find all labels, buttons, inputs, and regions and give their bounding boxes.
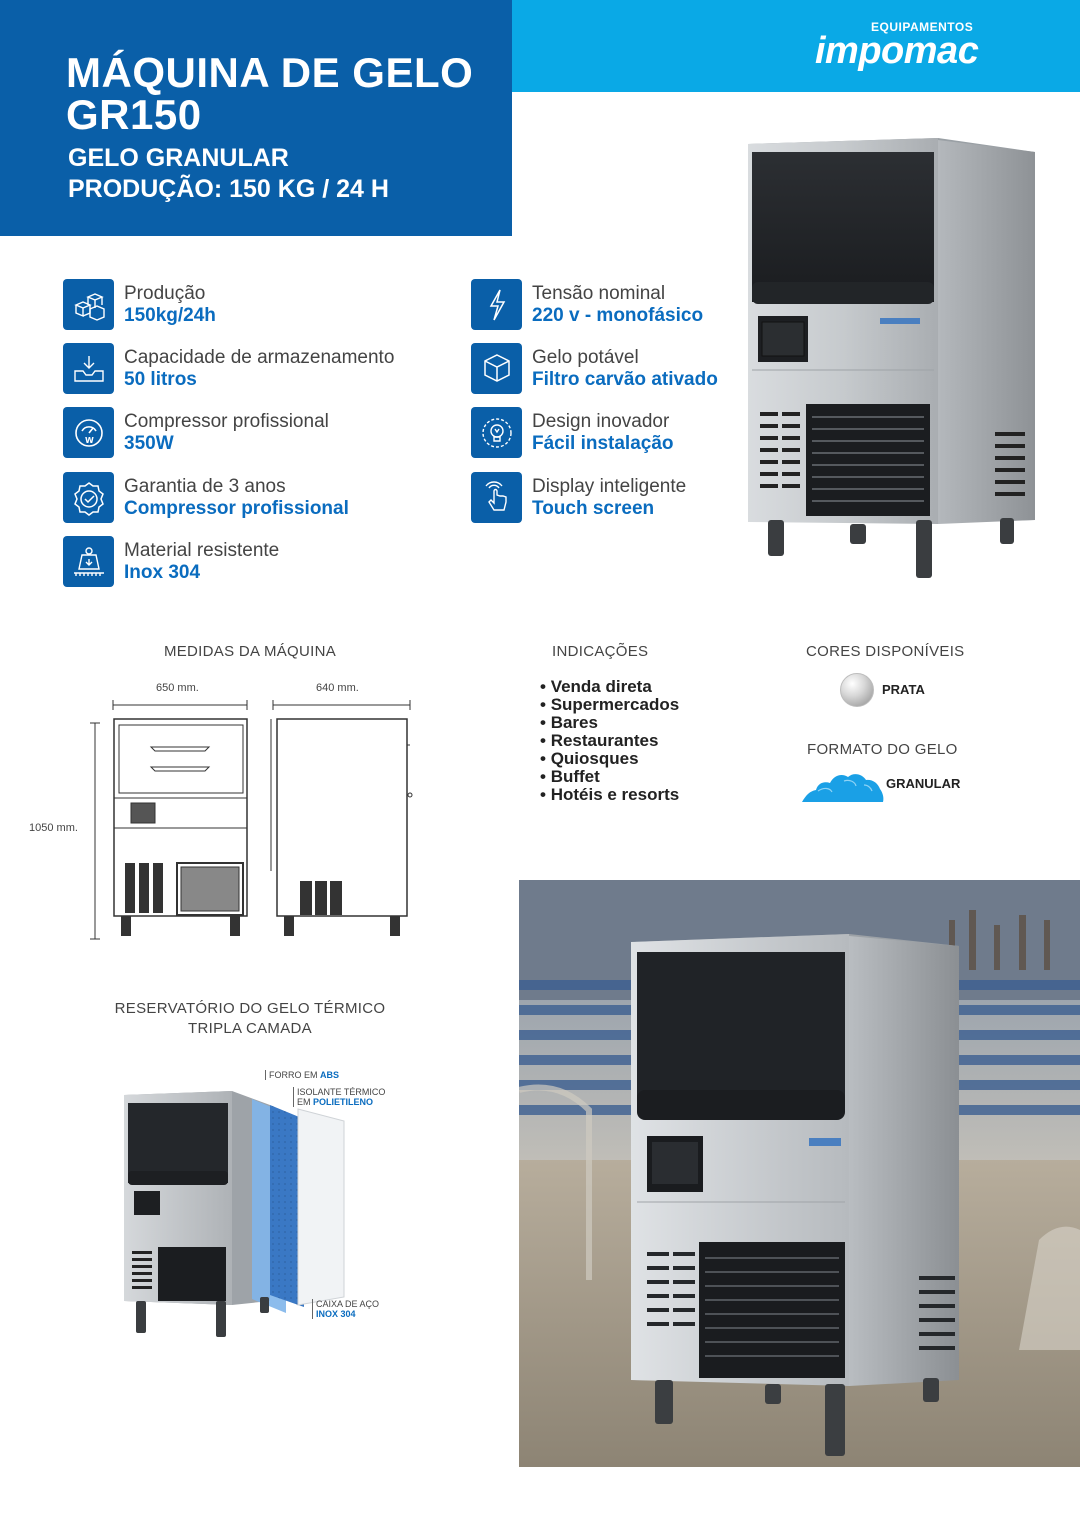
hero-product-image [740, 132, 1040, 582]
brand-logo [815, 20, 979, 72]
svg-text:W: W [84, 435, 94, 445]
dimensions-title: MEDIDAS DA MÁQUINA [163, 643, 337, 660]
feature-producao [63, 279, 216, 330]
feature-label: Compressor profissional [124, 410, 329, 432]
lightbulb-gear-icon [471, 407, 522, 458]
indications-title: INDICAÇÕES [552, 643, 649, 660]
list-item: • Bares [540, 714, 679, 732]
reservoir-title-line-2: TRIPLA CAMADA [188, 1020, 312, 1037]
page-subtitle [68, 143, 389, 205]
feature-material [63, 536, 279, 587]
dimensions-drawing [85, 695, 420, 945]
feature-value: Compressor profissional [124, 497, 349, 519]
subtitle-line-2: PRODUÇÃO: 150 KG / 24 H [68, 175, 389, 203]
feature-label: Produção [124, 282, 206, 304]
feature-label: Tensão nominal [532, 282, 666, 304]
color-option-label: PRATA [882, 682, 925, 697]
list-item: • Quiosques [540, 750, 679, 768]
feature-value: Inox 304 [124, 561, 201, 583]
dimension-height: 1050 mm. [29, 822, 78, 834]
layer-insulation-label [293, 1087, 385, 1107]
cube-icon [471, 343, 522, 394]
feature-capacidade [63, 343, 394, 394]
feature-tensao [471, 279, 703, 330]
layer-abs-prefix: FORRO EM [269, 1070, 320, 1080]
feature-value: 220 v - monofásico [532, 304, 704, 326]
lifestyle-photo [519, 880, 1080, 1467]
subtitle-line-1: GELO GRANULAR [68, 144, 289, 172]
layer-steel-label [312, 1299, 379, 1319]
feature-label: Material resistente [124, 539, 280, 561]
list-item: • Restaurantes [540, 732, 679, 750]
list-item: • Venda direta [540, 678, 679, 696]
ice-format-label: GRANULAR [886, 776, 961, 791]
title-line-1: MÁQUINA DE GELO [66, 49, 474, 96]
silver-color-swatch [840, 673, 874, 707]
dimension-width: 650 mm. [156, 682, 199, 694]
warranty-badge-icon [63, 472, 114, 523]
feature-label: Garantia de 3 anos [124, 475, 286, 497]
touch-hand-icon [471, 472, 522, 523]
feature-gelo-potavel [471, 343, 718, 394]
list-item: • Supermercados [540, 696, 679, 714]
feature-value: Filtro carvão ativado [532, 368, 718, 390]
feature-value: Touch screen [532, 497, 655, 519]
layer-insulation-line-1: ISOLANTE TÉRMICO [297, 1087, 386, 1097]
feature-label: Gelo potável [532, 346, 639, 368]
brand-banner [512, 0, 1080, 92]
reservoir-title [100, 1000, 400, 1037]
layer-insulation-prefix: EM [297, 1097, 314, 1107]
granular-ice-icon [800, 765, 885, 805]
layer-insulation-highlight: POLIETILENO [313, 1097, 374, 1107]
dimension-depth: 640 mm. [316, 682, 359, 694]
feature-compressor [63, 407, 329, 458]
feature-value: 150kg/24h [124, 304, 216, 326]
layer-steel-line-1: CAIXA DE AÇO [316, 1299, 380, 1309]
feature-label: Design inovador [532, 410, 670, 432]
brand-name: impomac [815, 30, 979, 72]
weight-icon [63, 536, 114, 587]
list-item: • Buffet [540, 768, 679, 786]
layer-steel-highlight: INOX 304 [316, 1309, 356, 1319]
power-gauge-icon [63, 407, 114, 458]
feature-label: Display inteligente [532, 475, 687, 497]
lightning-icon [471, 279, 522, 330]
indications-list [540, 678, 679, 804]
feature-value: Fácil instalação [532, 432, 674, 454]
page-title [66, 49, 474, 138]
ice-format-title: FORMATO DO GELO [807, 741, 958, 758]
layer-abs-highlight: ABS [320, 1070, 340, 1080]
feature-garantia [63, 472, 349, 523]
layer-abs-label [265, 1070, 339, 1080]
feature-display [471, 472, 686, 523]
ice-cubes-icon [63, 279, 114, 330]
feature-value: 350W [124, 432, 174, 454]
list-item: • Hotéis e resorts [540, 786, 679, 804]
colors-title: CORES DISPONÍVEIS [806, 643, 965, 660]
feature-design [471, 407, 674, 458]
brand-tagline: EQUIPAMENTOS [871, 20, 974, 34]
storage-tray-icon [63, 343, 114, 394]
feature-label: Capacidade de armazenamento [124, 346, 395, 368]
title-line-2: GR150 [66, 91, 202, 138]
feature-value: 50 litros [124, 368, 197, 390]
reservoir-title-line-1: RESERVATÓRIO DO GELO TÉRMICO [114, 1000, 386, 1017]
